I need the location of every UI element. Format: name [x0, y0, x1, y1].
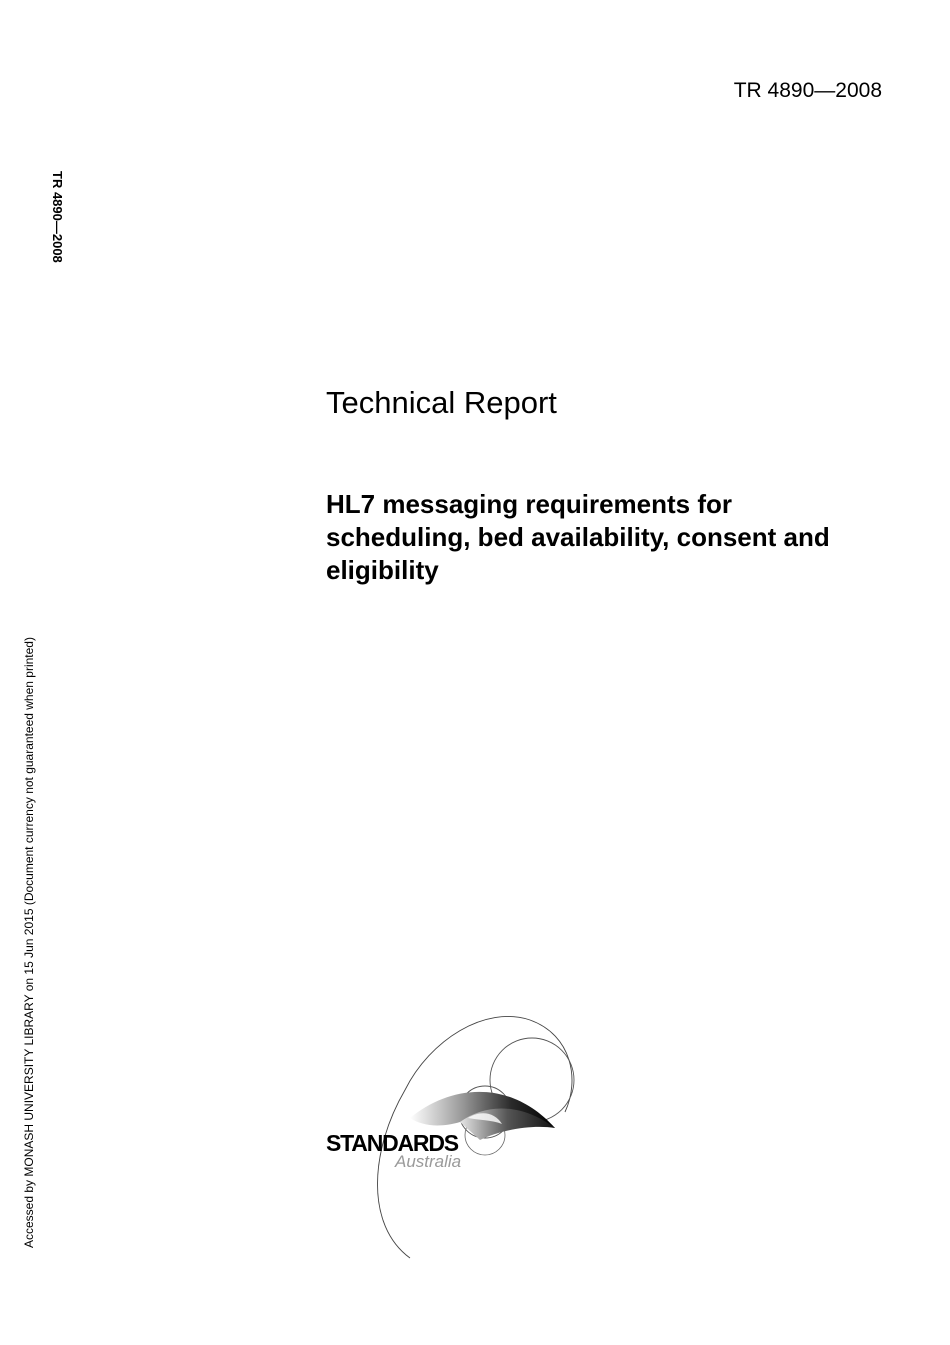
access-note: Accessed by MONASH UNIVERSITY LIBRARY on 15 Jun 2015 (Document currency not guaranteed when printed) [22, 637, 36, 1248]
standards-australia-logo [310, 1000, 590, 1270]
spine-label: TR 4890—2008 [50, 171, 65, 263]
doc-number: TR 4890—2008 [733, 79, 882, 102]
logo-text-sub: Australia [395, 1152, 462, 1171]
report-type: Technical Report [326, 385, 557, 420]
report-title: HL7 messaging requirements for scheduling, bed availability, consent and eligibility [326, 489, 830, 585]
logo-text-main: STANDARDS [326, 1130, 458, 1156]
